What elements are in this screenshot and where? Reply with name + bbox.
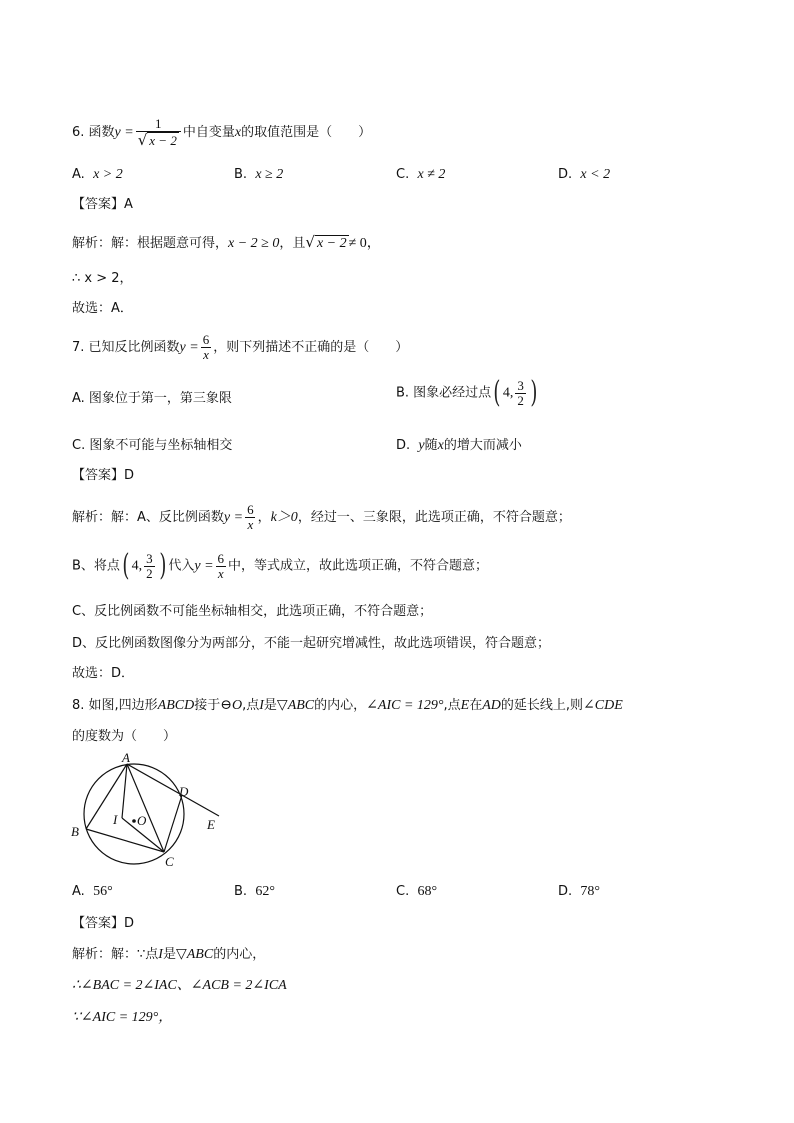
- q8-option-b[interactable]: B. 62°: [234, 884, 275, 899]
- q7-solution-d: D、反比例函数图像分为两部分，不能一起研究增减性，故此选项错误，符合题意；: [72, 636, 551, 651]
- label-o: O: [137, 813, 147, 828]
- q8-solution-line3: ∵∠AIC = 129°，: [72, 1010, 173, 1025]
- q7-solution-c: C、反比例函数不可能坐标轴相交，此选项正确，不符合题意；: [72, 604, 433, 619]
- q7-option-c[interactable]: C. 图象不可能与坐标轴相交: [72, 438, 233, 453]
- segment-ab: [86, 764, 127, 829]
- q7-option-b[interactable]: B. 图象必经过点( 4, $\frac{3}{2}$ ): [396, 375, 538, 410]
- q7-choice: 故选：D．: [72, 666, 135, 681]
- q6-option-c[interactable]: C. x ≠ 2: [396, 167, 446, 182]
- q6-solution-line3: 故选：A．: [72, 301, 133, 316]
- segment-ac: [127, 764, 164, 852]
- q6-solution-line1: 解析：解：根据题意可得，x − 2 ≥ 0，且√ x − 2 ≠ 0，: [72, 233, 381, 251]
- q8-stem-line2: 的度数为（ ）: [72, 729, 177, 744]
- label-e: E: [207, 817, 215, 832]
- q6-fraction: $\frac{1}{√ x - 2}$: [136, 117, 181, 148]
- q8-stem-line1: 8. 如图,四边形ABCD接于⊖O,点I是▽ABC的内心，∠AIC = 129°,点E在AD的延长线上,则∠CDE: [72, 698, 623, 713]
- q6-solution-line2: ∴ x > 2，: [72, 271, 133, 286]
- segment-ai: [122, 764, 127, 818]
- q7-option-a[interactable]: A. 图象位于第一，第三象限: [72, 391, 232, 406]
- circle-o: [84, 764, 184, 864]
- q6-option-d[interactable]: D. x < 2: [558, 167, 611, 182]
- label-c: C: [165, 854, 174, 869]
- q8-option-a[interactable]: A. 56°: [72, 884, 113, 899]
- radical-icon: √: [305, 233, 315, 251]
- q7-stem: 7. 已知反比例函数y = $\frac{6}{x}$ ，则下列描述不正确的是（ ）: [72, 332, 409, 362]
- q8-solution-line1: 解析：解：∵点I是▽ABC的内心，: [72, 947, 266, 962]
- label-i: I: [113, 812, 118, 827]
- q7-fraction: $\frac{6}{x}$: [202, 332, 210, 362]
- q8-answer: 【答案】D: [72, 916, 135, 931]
- q7-solution-a: 解析：解：A、反比例函数y = $\frac{6}{x}$ ，k＞0，经过一、三象限，此选项正确，不符合题意；: [72, 502, 571, 532]
- q6-stem: 6. 函数y = $\frac{1}{√ x - 2}$ 中自变量x的取值范围是（ ）: [72, 116, 372, 149]
- label-a: A: [122, 752, 130, 765]
- q6-y-eq: y =: [114, 125, 134, 140]
- q8-option-d[interactable]: D. 78°: [558, 884, 601, 899]
- q6-answer: 【答案】A: [72, 197, 133, 212]
- segment-cd: [164, 795, 182, 852]
- q6-option-b[interactable]: B. x ≥ 2: [234, 167, 284, 182]
- q8-geometry-figure: [66, 752, 236, 876]
- label-b: B: [71, 824, 79, 839]
- q7-answer: 【答案】D: [72, 468, 135, 483]
- q8-solution-line2: ∴∠BAC = 2∠IAC、∠ACB = 2∠ICA: [72, 978, 287, 993]
- q6-option-a[interactable]: A. x > 2: [72, 167, 123, 182]
- q7-solution-b: B、将点( 4, $\frac{3}{2}$ ) 代入y = $\frac{6}{x}$ 中，等式成立，故此选项正确，不符合题意；: [72, 548, 489, 583]
- segment-ae: [127, 764, 219, 816]
- label-d: D: [179, 784, 189, 799]
- q7-option-d[interactable]: D. y随x的增大而减小: [396, 438, 522, 453]
- q8-option-c[interactable]: C. 68°: [396, 884, 438, 899]
- center-point-o: [132, 819, 136, 823]
- radical-icon: √: [137, 131, 148, 149]
